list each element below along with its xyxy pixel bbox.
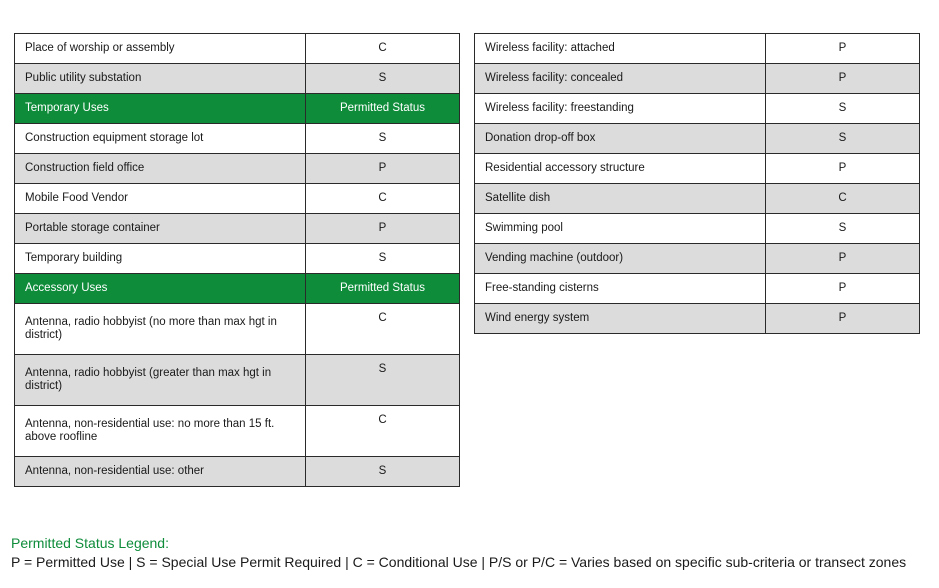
use-cell: Place of worship or assembly bbox=[15, 34, 306, 64]
table-row bbox=[15, 304, 460, 355]
status-cell: C bbox=[766, 184, 920, 214]
right-use-table bbox=[474, 33, 920, 334]
table-row bbox=[15, 457, 460, 487]
use-cell: Antenna, radio hobbyist (no more than max hgt in district) bbox=[15, 304, 306, 355]
use-cell: Wireless facility: concealed bbox=[475, 64, 766, 94]
table-row bbox=[475, 154, 920, 184]
status-cell: S bbox=[306, 64, 460, 94]
table-row bbox=[15, 184, 460, 214]
use-cell: Wireless facility: freestanding bbox=[475, 94, 766, 124]
table-row bbox=[15, 124, 460, 154]
status-cell: S bbox=[306, 244, 460, 274]
legend-title: Permitted Status Legend: bbox=[11, 535, 169, 551]
status-cell: P bbox=[306, 154, 460, 184]
use-cell: Antenna, non-residential use: no more than 15 ft. above roofline bbox=[15, 406, 306, 457]
status-cell: C bbox=[306, 34, 460, 64]
section-status-header: Permitted Status bbox=[306, 94, 460, 124]
status-cell: P bbox=[766, 244, 920, 274]
table-row bbox=[475, 274, 920, 304]
use-cell: Wind energy system bbox=[475, 304, 766, 334]
status-cell: C bbox=[306, 184, 460, 214]
use-cell: Public utility substation bbox=[15, 64, 306, 94]
status-cell: C bbox=[306, 304, 460, 355]
table-row bbox=[15, 355, 460, 406]
status-cell: C bbox=[306, 406, 460, 457]
use-cell: Antenna, non-residential use: other bbox=[15, 457, 306, 487]
section-status-header: Permitted Status bbox=[306, 274, 460, 304]
legend-text: P = Permitted Use | S = Special Use Permit Required | C = Conditional Use | P/S or P/C = Varies based on specific sub-criteria or transect zones bbox=[11, 554, 907, 570]
status-cell: S bbox=[766, 94, 920, 124]
section-title: Temporary Uses bbox=[15, 94, 306, 124]
table-row bbox=[15, 406, 460, 457]
use-cell: Satellite dish bbox=[475, 184, 766, 214]
table-row bbox=[15, 34, 460, 64]
table-row bbox=[475, 184, 920, 214]
status-cell: S bbox=[766, 214, 920, 244]
table-row bbox=[475, 34, 920, 64]
status-cell: P bbox=[766, 64, 920, 94]
use-cell: Mobile Food Vendor bbox=[15, 184, 306, 214]
use-cell: Portable storage container bbox=[15, 214, 306, 244]
use-cell: Temporary building bbox=[15, 244, 306, 274]
use-cell: Antenna, radio hobbyist (greater than max hgt in district) bbox=[15, 355, 306, 406]
table-row bbox=[15, 64, 460, 94]
status-cell: S bbox=[306, 355, 460, 406]
table-row bbox=[475, 64, 920, 94]
table-row bbox=[475, 244, 920, 274]
table-row bbox=[15, 154, 460, 184]
section-header-temporary-uses bbox=[15, 94, 460, 124]
status-cell: P bbox=[766, 154, 920, 184]
section-title: Accessory Uses bbox=[15, 274, 306, 304]
use-cell: Construction field office bbox=[15, 154, 306, 184]
status-cell: P bbox=[766, 274, 920, 304]
use-cell: Wireless facility: attached bbox=[475, 34, 766, 64]
use-cell: Residential accessory structure bbox=[475, 154, 766, 184]
status-cell: P bbox=[766, 304, 920, 334]
table-row bbox=[475, 214, 920, 244]
table-row bbox=[475, 94, 920, 124]
table-row bbox=[15, 244, 460, 274]
use-cell: Free-standing cisterns bbox=[475, 274, 766, 304]
left-use-table bbox=[14, 33, 460, 487]
section-header-accessory-uses bbox=[15, 274, 460, 304]
use-cell: Vending machine (outdoor) bbox=[475, 244, 766, 274]
table-row bbox=[475, 304, 920, 334]
use-cell: Swimming pool bbox=[475, 214, 766, 244]
use-cell: Donation drop-off box bbox=[475, 124, 766, 154]
status-cell: P bbox=[766, 34, 920, 64]
use-cell: Construction equipment storage lot bbox=[15, 124, 306, 154]
status-cell: S bbox=[766, 124, 920, 154]
status-cell: S bbox=[306, 457, 460, 487]
table-row bbox=[475, 124, 920, 154]
status-cell: S bbox=[306, 124, 460, 154]
status-cell: P bbox=[306, 214, 460, 244]
table-row bbox=[15, 214, 460, 244]
